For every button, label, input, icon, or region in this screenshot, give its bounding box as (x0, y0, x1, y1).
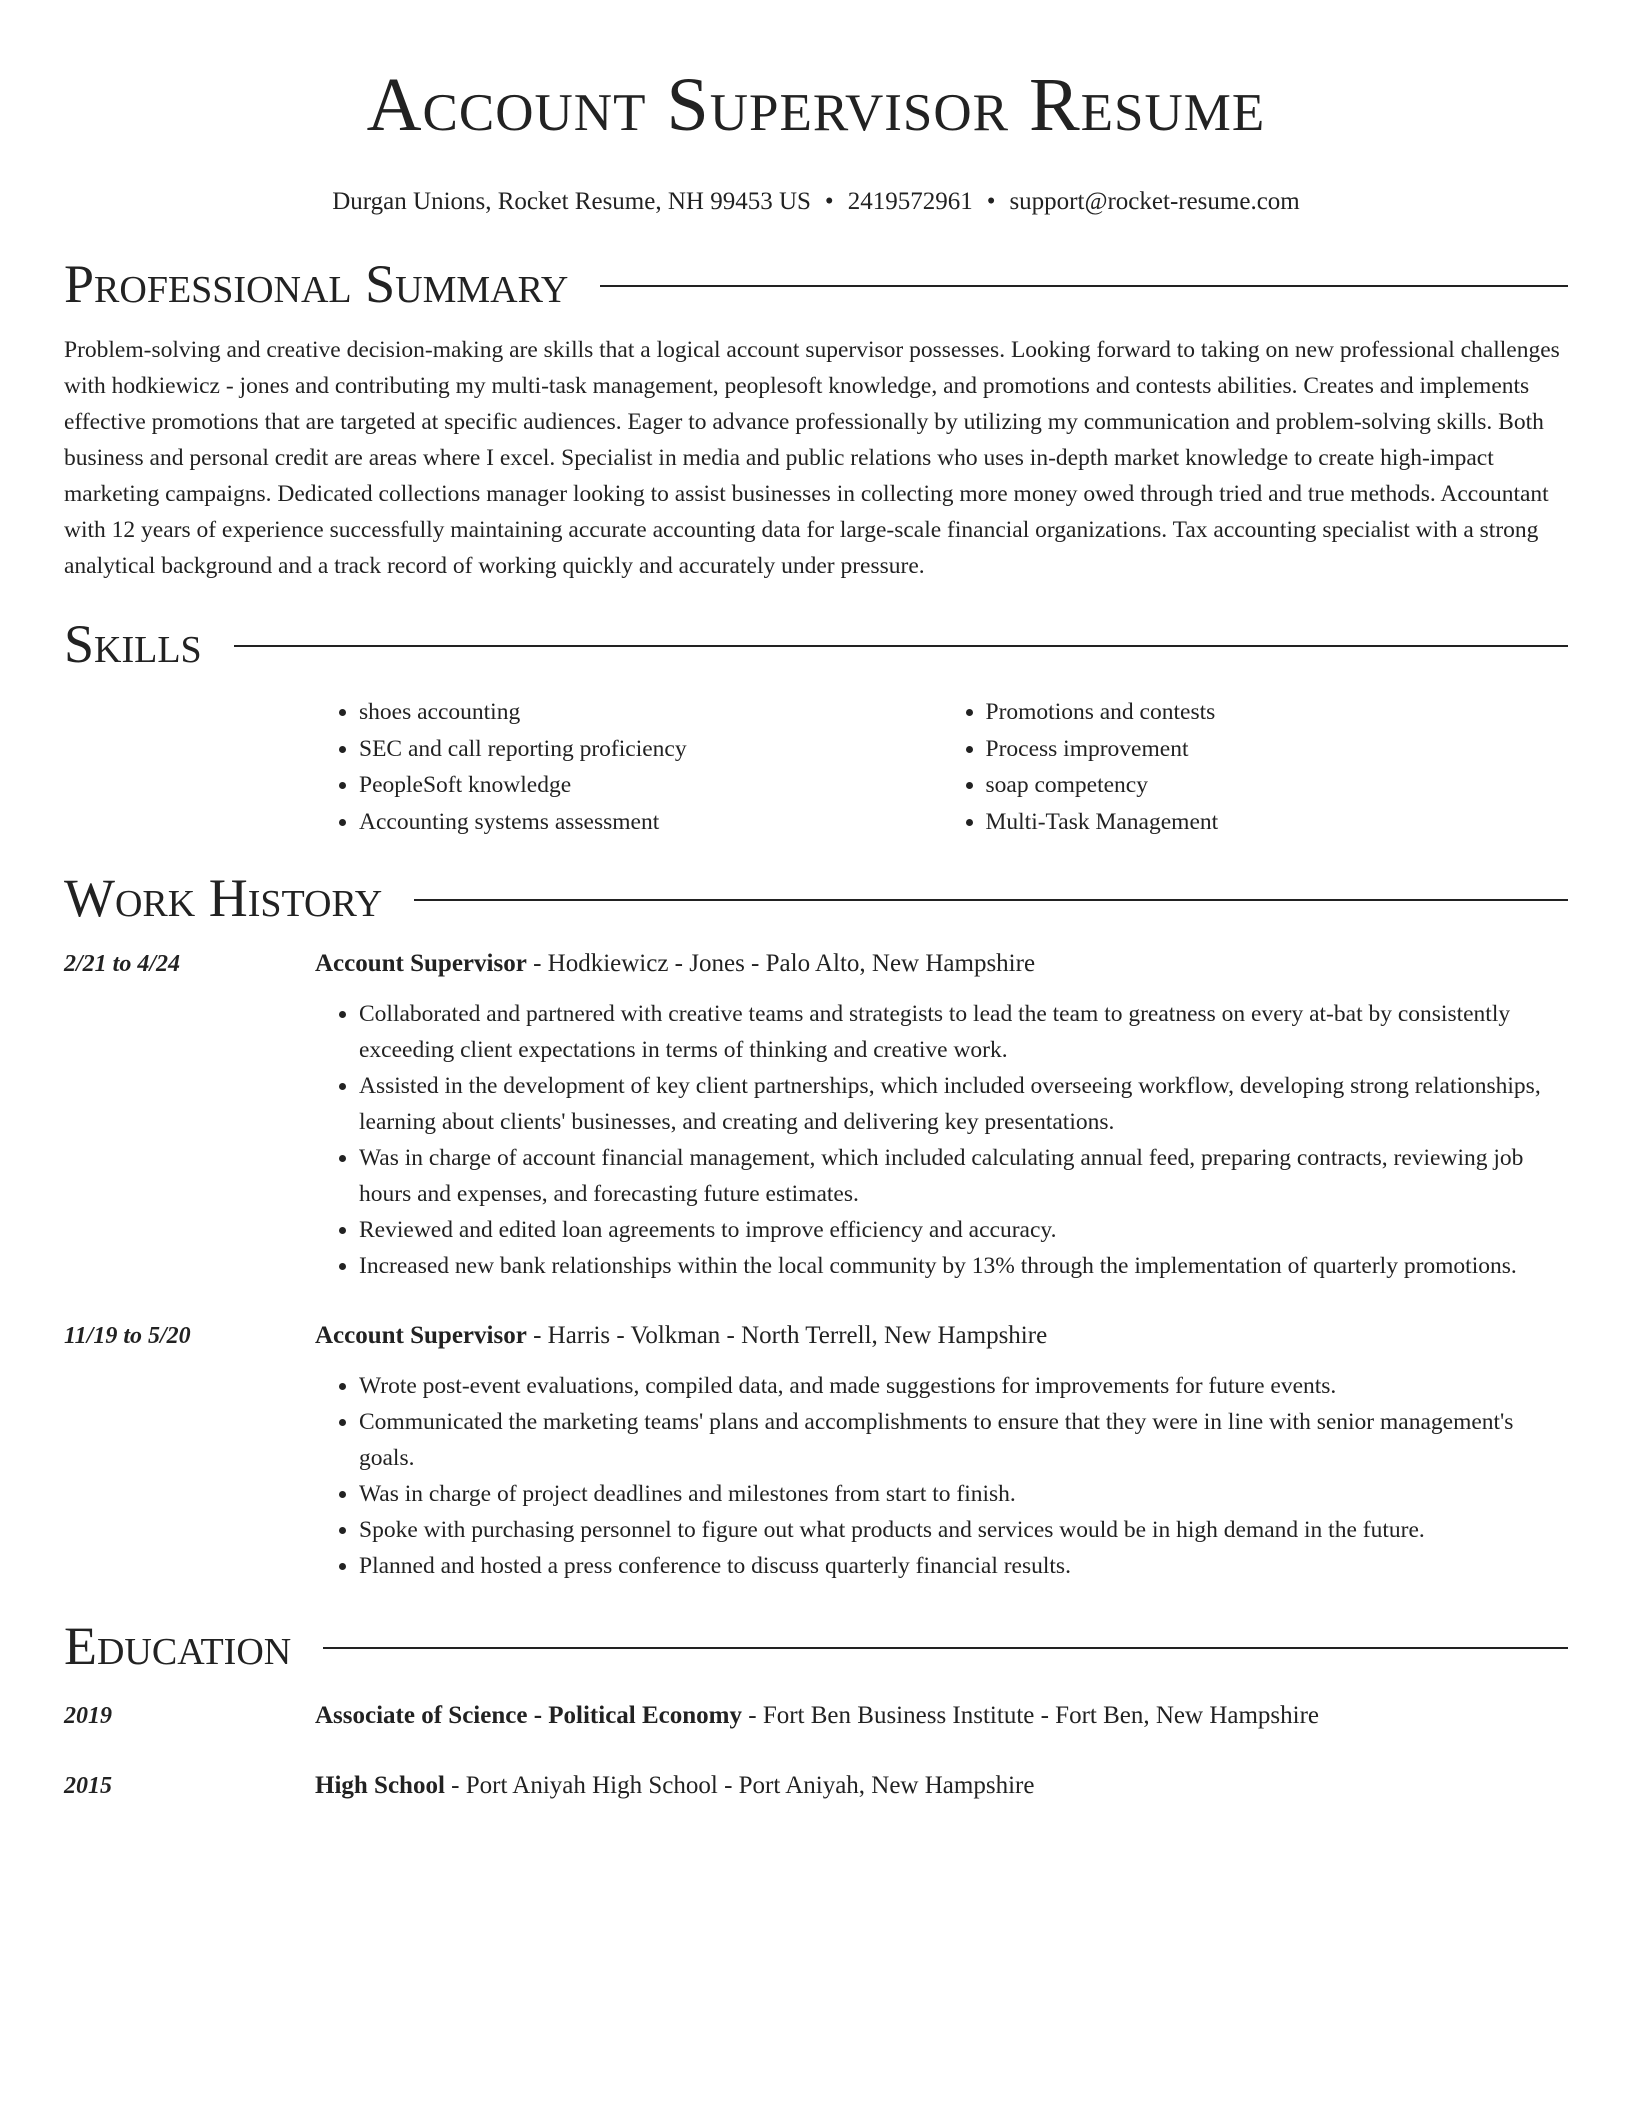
education-year: 2019 (64, 1703, 112, 1729)
job-dates: 2/21 to 4/24 (64, 951, 181, 977)
skills-heading: Skills (64, 614, 202, 674)
job-bullet: • Was in charge of project deadlines and milestones from start to finish. (359, 1476, 1568, 1512)
job-role: Account Supervisor (315, 950, 527, 977)
contact-email: support@rocket-resume.com (1009, 188, 1300, 215)
job-bullet: • Was in charge of account financial management, which included calculating annual feed, preparing contracts, reviewing job hours and expenses, and forecasting future estimates. (359, 1140, 1568, 1212)
resume-title: Account Supervisor Resume (366, 63, 1266, 147)
education-degree: High School (315, 1772, 445, 1799)
education-line (315, 1698, 1319, 1734)
education-heading: Education (64, 1616, 292, 1676)
education-line (315, 1768, 1034, 1804)
job-bullet: • Increased new bank relationships within the local community by 13% through the implementation of quarterly promotions. (359, 1248, 1568, 1284)
education-school: - Port Aniyah High School - Port Aniyah, New Hampshire (444, 1772, 1035, 1799)
job-bullet: • Spoke with purchasing personnel to figure out what products and services would be in high demand in the future. (359, 1512, 1568, 1548)
skill-item: • shoes accounting (359, 694, 942, 731)
education-entry (64, 1768, 1568, 1804)
contact-separator: • (824, 188, 834, 215)
education-degree: Associate of Science - Political Economy (315, 1702, 742, 1729)
job-bullet: • Communicated the marketing teams' plans and accomplishments to ensure that they were in line with senior management's goals. (359, 1404, 1568, 1476)
skills-grid (315, 694, 1568, 840)
job-bullet: • Reviewed and edited loan agreements to improve efficiency and accuracy. (359, 1212, 1568, 1248)
job-bullet: • Assisted in the development of key client partnerships, which included overseeing workflow, developing strong relationships, learning about clients' businesses, and creating and delivering key presentations. (359, 1068, 1568, 1140)
skill-item: • Accounting systems assessment (359, 804, 942, 841)
section-divider (234, 645, 1568, 647)
job-bullet: • Planned and hosted a press conference to discuss quarterly financial results. (359, 1548, 1568, 1584)
job-employer: - Hodkiewicz - Jones - Palo Alto, New Hampshire (526, 950, 1036, 977)
skills-section (64, 614, 1568, 840)
education-school: - Fort Ben Business Institute - Fort Ben, New Hampshire (742, 1702, 1320, 1729)
education-entry (64, 1698, 1568, 1734)
contact-line (64, 186, 1568, 218)
contact-phone: 2419572961 (847, 188, 973, 215)
section-divider (323, 1647, 1568, 1649)
skill-item: • SEC and call reporting proficiency (359, 731, 942, 768)
education-section (64, 1616, 1568, 1804)
skills-right-column (942, 694, 1569, 840)
job-entry (64, 946, 1568, 1284)
summary-heading: Professional Summary (64, 254, 569, 314)
skill-item: • soap competency (986, 767, 1569, 804)
job-title-line (315, 946, 1035, 982)
contact-separator: • (986, 188, 996, 215)
education-header (64, 1616, 1568, 1676)
skill-item: • Promotions and contests (986, 694, 1569, 731)
summary-section (64, 254, 1568, 584)
contact-address: Durgan Unions, Rocket Resume, NH 99453 US (332, 188, 811, 215)
skill-item: • PeopleSoft knowledge (359, 767, 942, 804)
skills-left-column (315, 694, 942, 840)
summary-text: Problem-solving and creative decision-making are skills that a logical account supervisor possesses. Looking forward to taking on new professional challenges with hodkiewicz - jones and contributing my multi-task management, peoplesoft knowledge, and promotions and contests abilities. Creates and implements effective promotions that are targeted at specific audiences. Eager to advance professionally by utilizing my communication and problem-solving skills. Both business and personal credit are areas where I excel. Specialist in media and public relations who uses in-depth market knowledge to create high-impact marketing campaigns. Dedicated collections manager looking to assist businesses in collecting more money owed through tried and true methods. Accountant with 12 years of experience successfully maintaining accurate accounting data for large-scale financial organizations. Tax accounting specialist with a strong analytical background and a track record of working quickly and accurately under pressure. (64, 337, 1560, 579)
job-bullet: • Wrote post-event evaluations, compiled data, and made suggestions for improvements for future events. (359, 1368, 1568, 1404)
job-title-line (315, 1318, 1047, 1354)
summary-header (64, 254, 1568, 314)
job-bullets (315, 996, 1568, 1284)
job-header (64, 946, 1568, 982)
education-year: 2015 (64, 1773, 112, 1799)
section-divider (600, 285, 1568, 287)
skill-item: • Multi-Task Management (986, 804, 1569, 841)
job-dates: 11/19 to 5/20 (64, 1323, 191, 1349)
job-entry (64, 1318, 1568, 1584)
section-divider (414, 899, 1568, 901)
job-role: Account Supervisor (315, 1322, 527, 1349)
work-history-section (64, 868, 1568, 1584)
work-history-header (64, 868, 1568, 928)
skill-item: • Process improvement (986, 731, 1569, 768)
skills-header (64, 614, 1568, 674)
job-employer: - Harris - Volkman - North Terrell, New Hampshire (526, 1322, 1048, 1349)
work-history-heading: Work History (64, 868, 383, 928)
job-header (64, 1318, 1568, 1354)
job-bullets (315, 1368, 1568, 1584)
job-bullet: • Collaborated and partnered with creative teams and strategists to lead the team to greatness on every at-bat by consistently exceeding client expectations in terms of thinking and creative work. (359, 996, 1568, 1068)
